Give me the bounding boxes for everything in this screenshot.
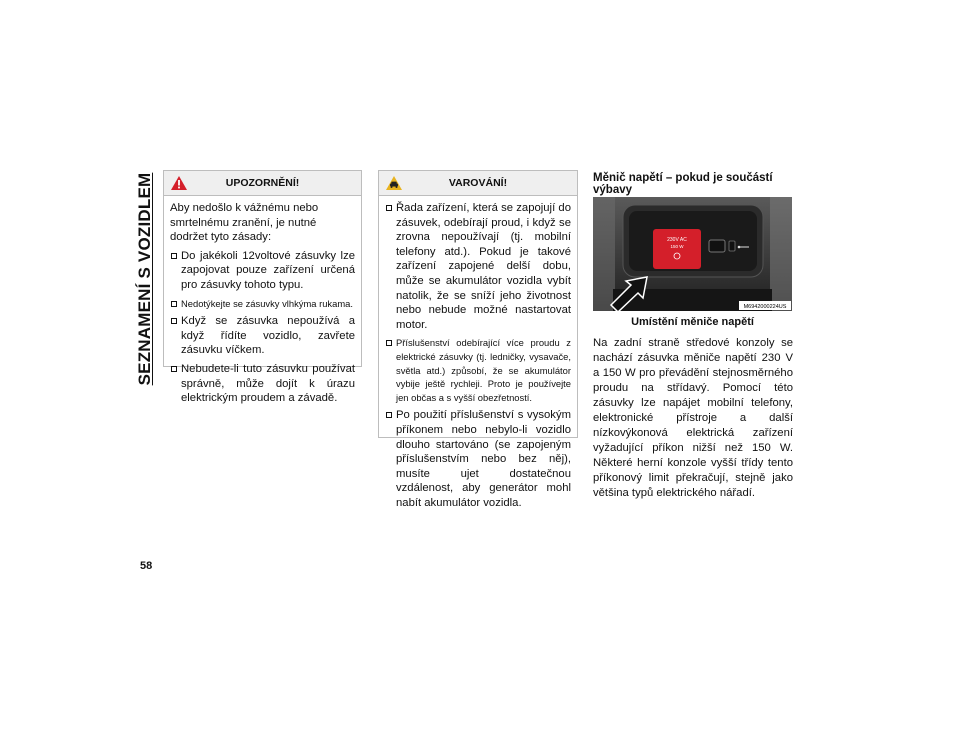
- warning-intro: Aby nedošlo k vážnému nebo smrtelnému zranění, je nutné dodržet tyto zásady:: [170, 202, 319, 244]
- list-item: Nedotýkejte se zásuvky vlhkýma rukama.: [170, 297, 355, 311]
- caution-heading: VAROVÁNÍ!: [448, 177, 508, 189]
- list-item: Když se zásuvka nepoužívá a když řídíte vozidlo, zavřete zásuvku víčkem.: [170, 314, 355, 358]
- warning-triangle-icon: [170, 175, 188, 191]
- image-caption: Umístění měniče napětí: [631, 316, 754, 328]
- warning-heading: UPOZORNĚNÍ!: [225, 177, 300, 189]
- outlet-label-2: 150 W: [670, 244, 684, 249]
- page-number: 58: [140, 560, 153, 572]
- inverter-outlet: [653, 229, 701, 269]
- chapter-title-text: SEZNAMENÍ S VOZIDLEM: [135, 172, 154, 386]
- caution-box: [378, 170, 578, 509]
- inverter-location-image: [593, 197, 792, 311]
- list-item: Nebudete-li tuto zásuvku používat správně, může dojít k úrazu elektrickým proudem a závadě.: [170, 362, 355, 406]
- list-item: Příslušenství odebírající více proudu z elektrické zásuvky (tj. ledničky, vysavače, světla atd.) způsobí, že se akumulátor vybije ještě rychleji. Proto je používejte jen občas a s vyšší obezřetností.: [385, 336, 571, 404]
- section-title: Měnič napětí – pokud je součástí výbavy: [593, 172, 773, 196]
- warning-list: [170, 249, 355, 406]
- caution-box-header: [379, 171, 577, 196]
- warning-box: [163, 170, 362, 405]
- list-item: Po použití příslušenství s vysokým příkonem nebo nebylo-li vozidlo dlouho startováno (se zapojeným příslušenstvím nebo bez něj), musíte ujet dostatečnou vzdálenost, aby generátor mohl nabít akumulátor vozidla.: [385, 408, 571, 510]
- warning-box-header: [164, 171, 361, 196]
- image-code: M6942000224US: [743, 304, 787, 310]
- caution-list: [385, 201, 571, 510]
- list-item: Řada zařízení, která se zapojují do zásuvek, odebírají proud, i když se zrovna nepoužívají (tj. mobilní telefony atd.). Pokud je takové zařízení zapojené delší dobu, může se akumulátor vozidla vybít natolik, že se sníží jeho životnost nebo nebude možné nastartovat motor.: [385, 201, 571, 332]
- outlet-label-1: 230V AC: [667, 237, 687, 243]
- caution-car-icon: [385, 175, 403, 191]
- usb-port: [709, 240, 725, 252]
- chapter-side-title: [127, 168, 163, 390]
- inverter-description: Na zadní straně středové konzoly se nachází zásuvka měniče napětí 230 V a 150 W pro převádění stejnosměrného proudu na střídavý. Pomocí této zásuvky lze napájet mobilní telefony, elektronické přístroje a další nízkovýkonová elektrická zařízení vyžadující příkon nižší než 150 W. Některé herní konzole vyšší třídy tento příkonový limit překračují, stejně jako většina typů elektrického nářadí.: [593, 337, 793, 499]
- list-item: Do jakékoli 12voltové zásuvky lze zapojovat pouze zařízení určená pro zásuvky tohoto typu.: [170, 249, 355, 293]
